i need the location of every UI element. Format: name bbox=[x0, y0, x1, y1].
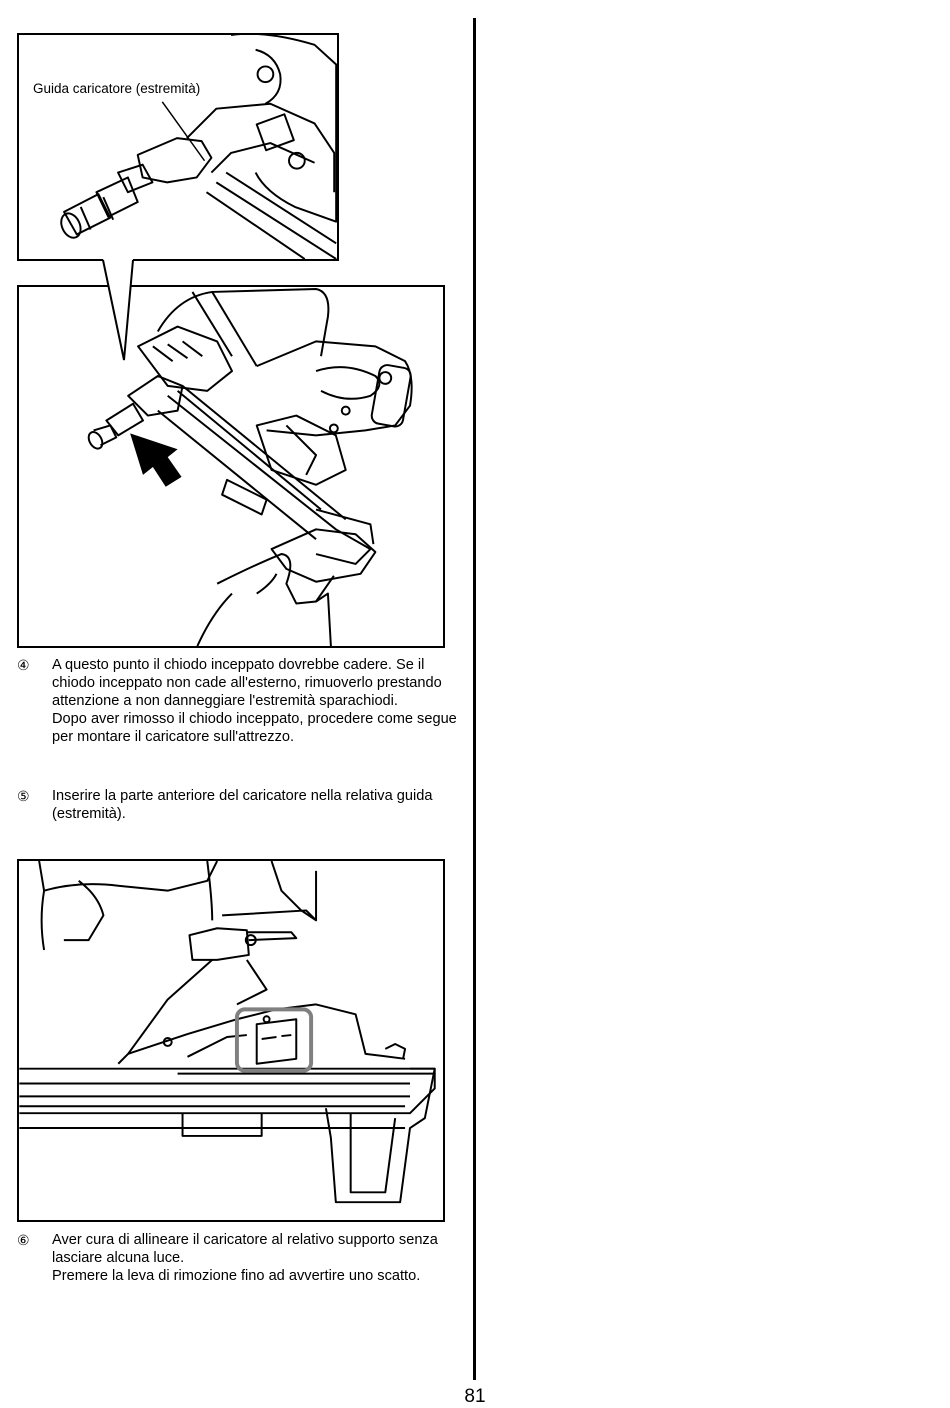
magazine-alignment-drawing bbox=[19, 861, 443, 1220]
step-5 bbox=[17, 787, 457, 823]
page-number: 81 bbox=[464, 1386, 486, 1407]
step-text: Aver cura di allineare il caricatore al relativo supporto senza lasciare alcuna luce. bbox=[52, 1232, 438, 1266]
magazine-guide-label: Guida caricatore (estremità) bbox=[33, 81, 201, 96]
detail-illustration bbox=[17, 33, 339, 261]
step-number: ⑤ bbox=[17, 788, 30, 804]
column-divider bbox=[473, 18, 476, 1380]
insertion-arrow bbox=[130, 433, 181, 486]
inserting-magazine-drawing bbox=[19, 287, 443, 646]
step-number: ④ bbox=[17, 657, 30, 673]
alignment-illustration bbox=[17, 859, 445, 1222]
step-text: Dopo aver rimosso il chiodo inceppato, procedere come segue per montare il caricatore sull'attrezzo. bbox=[52, 711, 457, 745]
step-number: ⑥ bbox=[17, 1232, 30, 1248]
step-text: Premere la leva di rimozione fino ad avvertire uno scatto. bbox=[52, 1268, 421, 1284]
magazine-guide-closeup bbox=[19, 35, 337, 259]
step-4 bbox=[17, 656, 457, 746]
step-6 bbox=[17, 1231, 457, 1285]
step-text: Inserire la parte anteriore del caricatore nella relativa guida (estremità). bbox=[52, 788, 433, 822]
step-text: A questo punto il chiodo inceppato dovrebbe cadere. Se il chiodo inceppato non cade all'esterno, rimuoverlo prestando attenzione a non danneggiare l'estremità sparachiodi. bbox=[52, 657, 442, 709]
main-illustration bbox=[17, 285, 445, 648]
